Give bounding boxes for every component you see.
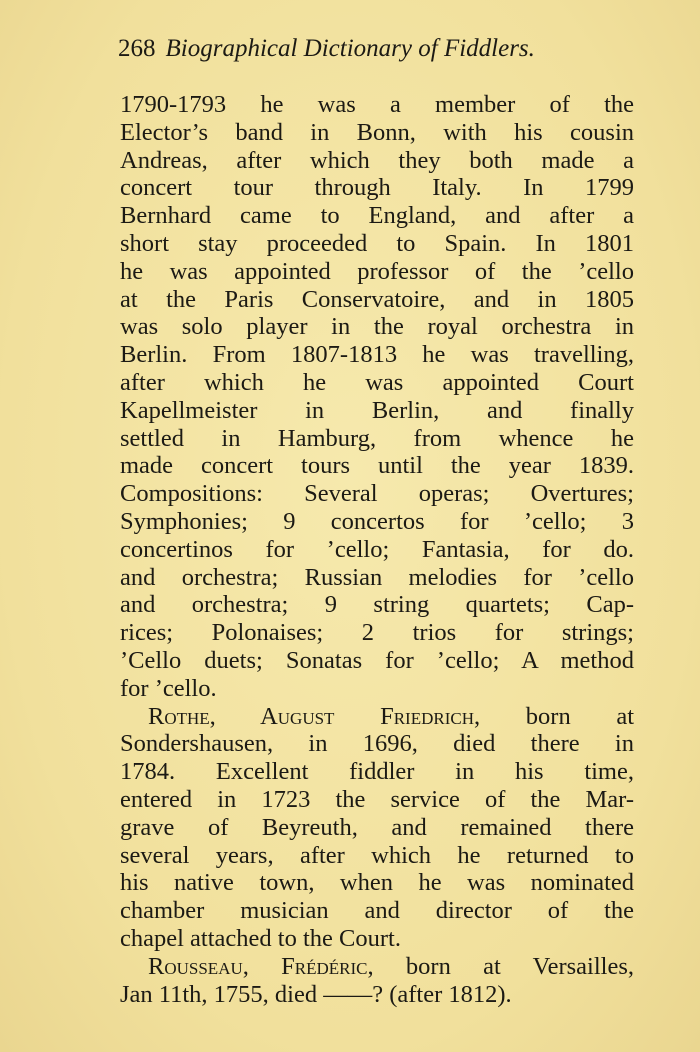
entry-name-rousseau: Rousseau, Frédéric, (148, 952, 374, 980)
text-line: concertinos for ’cello; Fantasia, for do. (120, 535, 634, 563)
text-line: settled in Hamburg, from whence he (120, 424, 634, 452)
text-line: at the Paris Conservatoire, and in 1805 (120, 285, 634, 313)
text-line: Kapellmeister in Berlin, and finally (120, 396, 634, 424)
text-line: grave of Beyreuth, and remained there (120, 813, 634, 841)
text-line: and orchestra; 9 string quartets; Cap- (120, 591, 634, 619)
text-line: chapel attached to the Court. (120, 924, 401, 952)
running-header (118, 32, 638, 66)
text-line: Jan 11th, 1755, died ——? (after 1812). (120, 980, 512, 1008)
text-line: ’Cello duets; Sonatas for ’cello; A method (120, 646, 634, 674)
running-title: Biographical Dictionary of Fiddlers. (165, 35, 535, 62)
text-line: 1790-1793 he was a member of the (120, 91, 634, 118)
text-line: for ’cello. (120, 674, 217, 702)
text-line: chamber musician and director of the (120, 897, 634, 925)
entry-first-line (120, 703, 634, 731)
text-line: concert tour through Italy. In 1799 (120, 174, 634, 202)
text-line: he was appointed professor of the ’cello (120, 257, 634, 285)
text-line: was solo player in the royal orchestra in (120, 313, 634, 341)
text-line: made concert tours until the year 1839. (120, 452, 634, 480)
page-body (120, 91, 634, 1008)
text-line: and orchestra; Russian melodies for ’cello (120, 563, 634, 591)
text-line: rices; Polonaises; 2 trios for strings; (120, 619, 634, 647)
text-line: Berlin. From 1807-1813 he was travelling, (120, 341, 634, 369)
text-line: entered in 1723 the service of the Mar- (120, 785, 634, 813)
text-fragment: born at Versailles, (405, 952, 634, 980)
text-line: 1784. Excellent fiddler in his time, (120, 758, 634, 786)
text-line: after which he was appointed Court (120, 368, 634, 396)
text-line: Symphonies; 9 concertos for ’cello; 3 (120, 507, 634, 535)
text-line: Andreas, after which they both made a (120, 146, 634, 174)
text-line: Bernhard came to England, and after a (120, 202, 634, 230)
text-fragment: born at (525, 702, 635, 730)
text-line: several years, after which he returned to (120, 841, 634, 869)
entry-name-rothe: Rothe, August Friedrich, (148, 702, 481, 730)
text-line: Elector’s band in Bonn, with his cousin (120, 118, 634, 146)
entry-first-line (120, 953, 634, 981)
text-line: his native town, when he was nominated (120, 869, 634, 897)
text-line: Sondershausen, in 1696, died there in (120, 730, 634, 758)
text-line: Compositions: Several operas; Overtures; (120, 480, 634, 508)
text-line: short stay proceeded to Spain. In 1801 (120, 229, 634, 257)
page-number: 268 (118, 35, 156, 62)
